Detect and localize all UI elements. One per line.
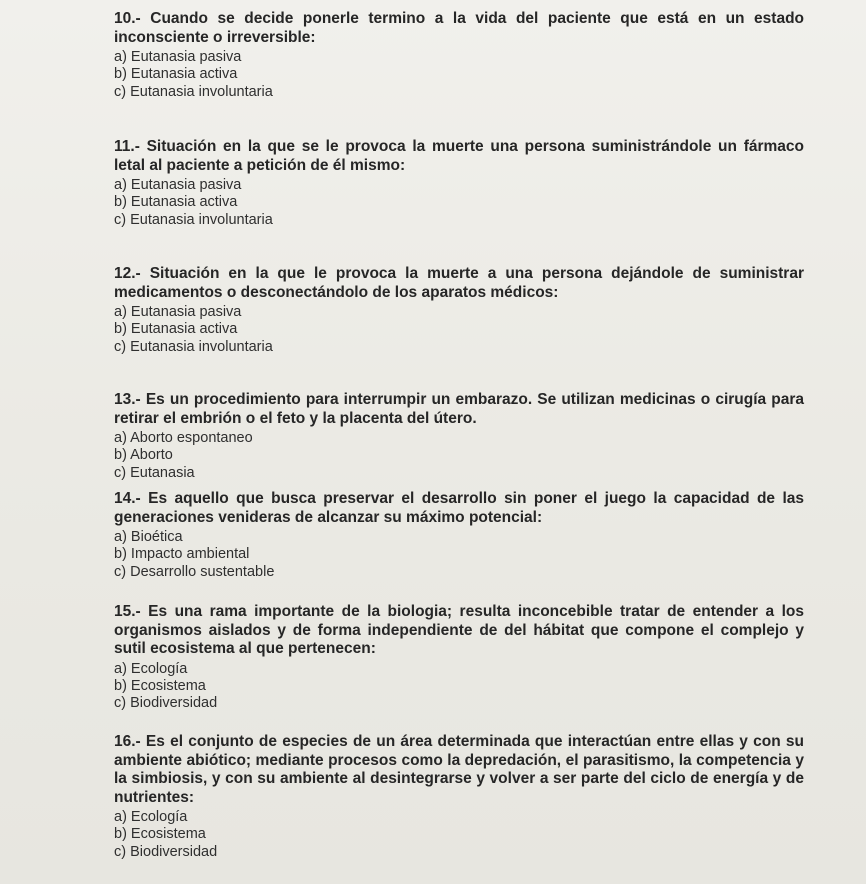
question-11-option-a: a) Eutanasia pasiva — [114, 177, 242, 193]
question-14-option-c: c) Desarrollo sustentable — [114, 563, 275, 580]
question-12-options — [114, 304, 804, 356]
question-12-stem: 12.- Situación en la que le provoca la muerte a una persona dejándole de suministrar medicamentos o desconectándolo de los aparatos médicos: — [114, 265, 804, 301]
question-12-option-b: b) Eutanasia activa — [114, 321, 238, 338]
question-11 — [114, 138, 804, 229]
question-12-option-c: c) Eutanasia involuntaria — [114, 338, 273, 355]
question-15-option-a: a) Ecología — [114, 660, 188, 677]
question-10 — [114, 10, 804, 101]
question-15-options — [114, 661, 804, 713]
question-16-options — [114, 809, 804, 861]
question-16-option-a: a) Ecología — [114, 809, 188, 825]
question-12 — [114, 265, 804, 356]
question-15-option-c: c) Biodiversidad — [114, 695, 218, 712]
question-13-stem: 13.- Es un procedimiento para interrumpir un embarazo. Se utilizan medicinas o cirugía para retirar el embrión o el feto y la placenta del útero. — [114, 391, 804, 427]
question-14-option-b: b) Impacto ambiental — [114, 546, 250, 563]
question-16-option-c: c) Biodiversidad — [114, 843, 218, 860]
question-13-option-b: b) Aborto — [114, 447, 173, 464]
question-14 — [114, 490, 804, 581]
question-10-option-b: b) Eutanasia activa — [114, 66, 238, 83]
question-16 — [114, 733, 804, 861]
question-10-options — [114, 49, 804, 101]
question-10-stem: 10.- Cuando se decide ponerle termino a la vida del paciente que está en un estado inconsciente o irreversible: — [114, 10, 804, 46]
question-13 — [114, 391, 804, 482]
question-11-option-b: b) Eutanasia activa — [114, 194, 238, 211]
question-10-option-a: a) Eutanasia pasiva — [114, 49, 242, 65]
question-11-stem: 11.- Situación en la que se le provoca la muerte una persona suministrándole un fármaco letal al paciente a petición de él mismo: — [114, 138, 804, 174]
question-14-option-a: a) Bioética — [114, 529, 183, 545]
question-14-stem: 14.- Es aquello que busca preservar el desarrollo sin poner el juego la capacidad de las generaciones venideras de alcanzar su máximo potencial: — [114, 490, 804, 526]
question-15 — [114, 603, 804, 713]
question-13-options — [114, 430, 804, 482]
question-11-option-c: c) Eutanasia involuntaria — [114, 211, 273, 228]
question-11-options — [114, 177, 804, 229]
question-15-option-b: b) Ecosistema — [114, 677, 206, 694]
question-16-stem: 16.- Es el conjunto de especies de un área determinada que interactúan entre ellas y con su ambiente abiótico; mediante procesos como la depredación, el parasitismo, la competencia y la simbiosis, y con su ambiente al desintegrarse y volver a ser parte del ciclo de energía y de nutrientes: — [114, 733, 804, 806]
question-13-option-a: a) Aborto espontaneo — [114, 430, 253, 446]
question-12-option-a: a) Eutanasia pasiva — [114, 304, 242, 320]
question-15-stem: 15.- Es una rama importante de la biologia; resulta inconcebible tratar de entender a los organismos aislados y de forma independiente de del hábitat que compone el complejo y sutil ecosistema al que pertenecen: — [114, 603, 804, 657]
question-14-options — [114, 529, 804, 581]
question-16-option-b: b) Ecosistema — [114, 826, 206, 843]
question-13-option-c: c) Eutanasia — [114, 464, 195, 481]
question-10-option-c: c) Eutanasia involuntaria — [114, 83, 273, 100]
